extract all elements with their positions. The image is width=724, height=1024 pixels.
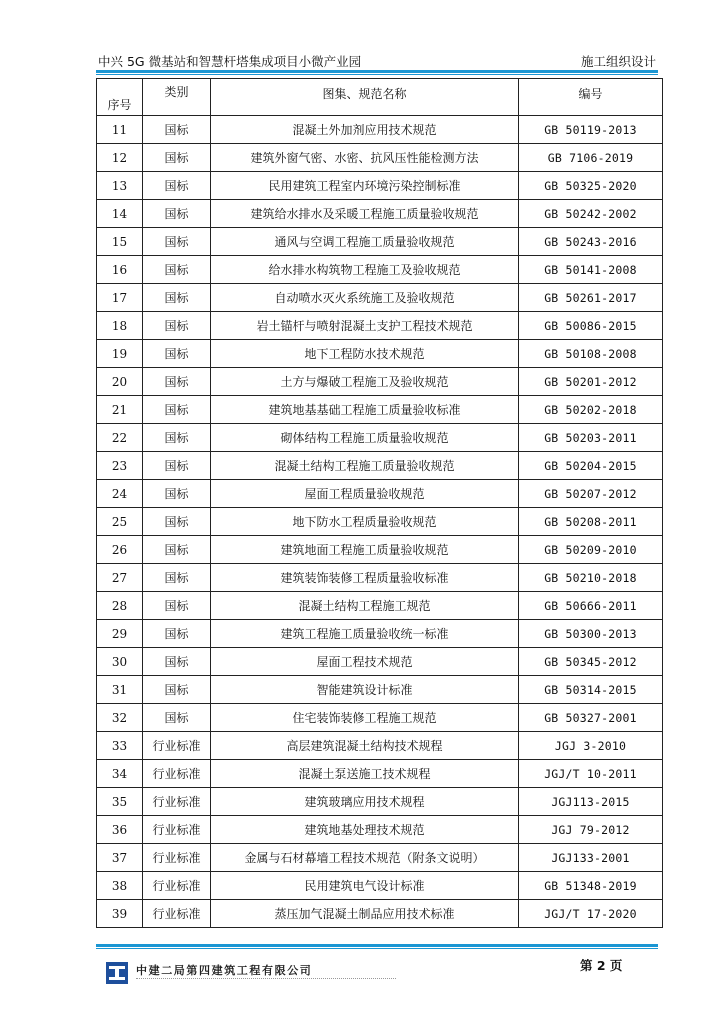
table-row bbox=[97, 172, 663, 200]
cell-category: 国标 bbox=[143, 508, 211, 536]
cell-category: 国标 bbox=[143, 564, 211, 592]
cell-seq: 30 bbox=[97, 648, 143, 676]
document-type: 施工组织设计 bbox=[580, 54, 656, 69]
cell-code: GB 50261-2017 bbox=[519, 284, 663, 312]
cell-name: 地下工程防水技术规范 bbox=[211, 340, 519, 368]
table-row bbox=[97, 592, 663, 620]
table-row bbox=[97, 480, 663, 508]
cell-category: 国标 bbox=[143, 424, 211, 452]
header-rule-thin bbox=[96, 74, 658, 75]
cell-name: 蒸压加气混凝土制品应用技术标准 bbox=[211, 900, 519, 928]
cell-code: GB 50243-2016 bbox=[519, 228, 663, 256]
cell-name: 混凝土结构工程施工质量验收规范 bbox=[211, 452, 519, 480]
cell-seq: 37 bbox=[97, 844, 143, 872]
cell-category: 国标 bbox=[143, 116, 211, 144]
cell-seq: 15 bbox=[97, 228, 143, 256]
table-row bbox=[97, 368, 663, 396]
cell-seq: 27 bbox=[97, 564, 143, 592]
cell-code: GB 50207-2012 bbox=[519, 480, 663, 508]
cell-name: 建筑工程施工质量验收统一标准 bbox=[211, 620, 519, 648]
cell-seq: 11 bbox=[97, 116, 143, 144]
table-row bbox=[97, 144, 663, 172]
cell-category: 行业标准 bbox=[143, 760, 211, 788]
cell-seq: 31 bbox=[97, 676, 143, 704]
table-row bbox=[97, 816, 663, 844]
cell-category: 国标 bbox=[143, 284, 211, 312]
table-row bbox=[97, 732, 663, 760]
table-row bbox=[97, 312, 663, 340]
cell-name: 建筑地基处理技术规范 bbox=[211, 816, 519, 844]
cell-name: 建筑给水排水及采暖工程施工质量验收规范 bbox=[211, 200, 519, 228]
cell-category: 行业标准 bbox=[143, 816, 211, 844]
cell-name: 建筑装饰装修工程质量验收标准 bbox=[211, 564, 519, 592]
table-row bbox=[97, 872, 663, 900]
table-row bbox=[97, 396, 663, 424]
company-name-english-line bbox=[136, 978, 396, 983]
header-rule bbox=[96, 70, 658, 73]
cell-name: 土方与爆破工程施工及验收规范 bbox=[211, 368, 519, 396]
table-row bbox=[97, 900, 663, 928]
cell-seq: 35 bbox=[97, 788, 143, 816]
table-row bbox=[97, 704, 663, 732]
header-category: 类别 bbox=[143, 79, 211, 116]
footer-rule-thin bbox=[96, 948, 658, 949]
cell-seq: 29 bbox=[97, 620, 143, 648]
table-row bbox=[97, 536, 663, 564]
cell-name: 建筑外窗气密、水密、抗风压性能检测方法 bbox=[211, 144, 519, 172]
cell-name: 建筑地基基础工程施工质量验收标准 bbox=[211, 396, 519, 424]
table-row bbox=[97, 508, 663, 536]
header-name: 图集、规范名称 bbox=[211, 79, 519, 116]
cell-name: 地下防水工程质量验收规范 bbox=[211, 508, 519, 536]
cell-name: 智能建筑设计标准 bbox=[211, 676, 519, 704]
cell-seq: 38 bbox=[97, 872, 143, 900]
cell-category: 国标 bbox=[143, 312, 211, 340]
cell-category: 国标 bbox=[143, 480, 211, 508]
cell-seq: 39 bbox=[97, 900, 143, 928]
cell-name: 岩土锚杆与喷射混凝土支护工程技术规范 bbox=[211, 312, 519, 340]
cell-category: 国标 bbox=[143, 676, 211, 704]
cell-code: GB 50210-2018 bbox=[519, 564, 663, 592]
company-name: 中建二局第四建筑工程有限公司 bbox=[136, 964, 313, 977]
cell-name: 砌体结构工程施工质量验收规范 bbox=[211, 424, 519, 452]
cell-code: GB 50108-2008 bbox=[519, 340, 663, 368]
cell-category: 行业标准 bbox=[143, 844, 211, 872]
table-row bbox=[97, 424, 663, 452]
cell-code: GB 50202-2018 bbox=[519, 396, 663, 424]
cell-category: 行业标准 bbox=[143, 732, 211, 760]
cell-code: JGJ/T 10-2011 bbox=[519, 760, 663, 788]
cell-category: 行业标准 bbox=[143, 900, 211, 928]
cell-code: JGJ113-2015 bbox=[519, 788, 663, 816]
page-header bbox=[98, 52, 658, 70]
cell-name: 给水排水构筑物工程施工及验收规范 bbox=[211, 256, 519, 284]
cell-code: GB 50666-2011 bbox=[519, 592, 663, 620]
cell-code: GB 50242-2002 bbox=[519, 200, 663, 228]
standards-table bbox=[96, 78, 663, 928]
cell-category: 国标 bbox=[143, 592, 211, 620]
cell-code: GB 7106-2019 bbox=[519, 144, 663, 172]
cell-seq: 23 bbox=[97, 452, 143, 480]
cell-code: JGJ/T 17-2020 bbox=[519, 900, 663, 928]
cell-code: GB 50201-2012 bbox=[519, 368, 663, 396]
table-row bbox=[97, 340, 663, 368]
table-row bbox=[97, 116, 663, 144]
table-row bbox=[97, 256, 663, 284]
cell-category: 国标 bbox=[143, 396, 211, 424]
table-row bbox=[97, 844, 663, 872]
cell-code: GB 50141-2008 bbox=[519, 256, 663, 284]
cell-category: 国标 bbox=[143, 620, 211, 648]
cell-seq: 25 bbox=[97, 508, 143, 536]
cell-seq: 26 bbox=[97, 536, 143, 564]
page-number: 第 2 页 bbox=[580, 958, 623, 973]
cell-seq: 32 bbox=[97, 704, 143, 732]
cell-name: 自动喷水灭火系统施工及验收规范 bbox=[211, 284, 519, 312]
cell-category: 行业标准 bbox=[143, 872, 211, 900]
cell-seq: 28 bbox=[97, 592, 143, 620]
cell-category: 国标 bbox=[143, 200, 211, 228]
cell-category: 行业标准 bbox=[143, 788, 211, 816]
cell-name: 屋面工程质量验收规范 bbox=[211, 480, 519, 508]
table-header-row bbox=[97, 79, 663, 116]
cell-code: GB 50325-2020 bbox=[519, 172, 663, 200]
cell-name: 混凝土外加剂应用技术规范 bbox=[211, 116, 519, 144]
cell-name: 民用建筑工程室内环境污染控制标准 bbox=[211, 172, 519, 200]
cell-seq: 33 bbox=[97, 732, 143, 760]
cell-seq: 14 bbox=[97, 200, 143, 228]
table-row bbox=[97, 788, 663, 816]
cell-name: 建筑玻璃应用技术规程 bbox=[211, 788, 519, 816]
cell-category: 国标 bbox=[143, 340, 211, 368]
cell-seq: 21 bbox=[97, 396, 143, 424]
cell-code: JGJ 79-2012 bbox=[519, 816, 663, 844]
cell-name: 通风与空调工程施工质量验收规范 bbox=[211, 228, 519, 256]
cell-seq: 34 bbox=[97, 760, 143, 788]
table-row bbox=[97, 284, 663, 312]
cell-seq: 20 bbox=[97, 368, 143, 396]
table-row bbox=[97, 452, 663, 480]
cell-seq: 13 bbox=[97, 172, 143, 200]
cell-name: 屋面工程技术规范 bbox=[211, 648, 519, 676]
cell-category: 国标 bbox=[143, 452, 211, 480]
cell-name: 高层建筑混凝土结构技术规程 bbox=[211, 732, 519, 760]
cell-name: 金属与石材幕墙工程技术规范（附条文说明） bbox=[211, 844, 519, 872]
company-logo-icon bbox=[106, 962, 128, 984]
cell-category: 国标 bbox=[143, 704, 211, 732]
table-row bbox=[97, 200, 663, 228]
cell-seq: 16 bbox=[97, 256, 143, 284]
cell-seq: 22 bbox=[97, 424, 143, 452]
cell-code: GB 50119-2013 bbox=[519, 116, 663, 144]
table-row bbox=[97, 228, 663, 256]
cell-code: GB 50345-2012 bbox=[519, 648, 663, 676]
cell-code: GB 50300-2013 bbox=[519, 620, 663, 648]
cell-name: 民用建筑电气设计标准 bbox=[211, 872, 519, 900]
cell-name: 住宅装饰装修工程施工规范 bbox=[211, 704, 519, 732]
table-row bbox=[97, 620, 663, 648]
cell-category: 国标 bbox=[143, 536, 211, 564]
cell-category: 国标 bbox=[143, 256, 211, 284]
cell-seq: 24 bbox=[97, 480, 143, 508]
cell-seq: 12 bbox=[97, 144, 143, 172]
cell-code: GB 50327-2001 bbox=[519, 704, 663, 732]
footer-rule bbox=[96, 944, 658, 947]
project-title: 中兴 5G 微基站和智慧杆塔集成项目小微产业园 bbox=[98, 54, 362, 69]
cell-code: JGJ 3-2010 bbox=[519, 732, 663, 760]
table-row bbox=[97, 648, 663, 676]
cell-code: GB 50209-2010 bbox=[519, 536, 663, 564]
cell-name: 混凝土结构工程施工规范 bbox=[211, 592, 519, 620]
table-body bbox=[97, 116, 663, 928]
cell-name: 混凝土泵送施工技术规程 bbox=[211, 760, 519, 788]
header-seq: 序号 bbox=[97, 79, 143, 116]
table-row bbox=[97, 760, 663, 788]
cell-code: GB 50208-2011 bbox=[519, 508, 663, 536]
cell-code: GB 50086-2015 bbox=[519, 312, 663, 340]
cell-seq: 36 bbox=[97, 816, 143, 844]
cell-category: 国标 bbox=[143, 144, 211, 172]
cell-category: 国标 bbox=[143, 228, 211, 256]
cell-category: 国标 bbox=[143, 368, 211, 396]
table-row bbox=[97, 676, 663, 704]
cell-seq: 17 bbox=[97, 284, 143, 312]
cell-category: 国标 bbox=[143, 172, 211, 200]
table-row bbox=[97, 564, 663, 592]
cell-seq: 18 bbox=[97, 312, 143, 340]
cell-code: GB 50204-2015 bbox=[519, 452, 663, 480]
header-code: 编号 bbox=[519, 79, 663, 116]
cell-code: GB 50314-2015 bbox=[519, 676, 663, 704]
cell-name: 建筑地面工程施工质量验收规范 bbox=[211, 536, 519, 564]
cell-code: JGJ133-2001 bbox=[519, 844, 663, 872]
cell-code: GB 51348-2019 bbox=[519, 872, 663, 900]
cell-seq: 19 bbox=[97, 340, 143, 368]
cell-category: 国标 bbox=[143, 648, 211, 676]
cell-code: GB 50203-2011 bbox=[519, 424, 663, 452]
